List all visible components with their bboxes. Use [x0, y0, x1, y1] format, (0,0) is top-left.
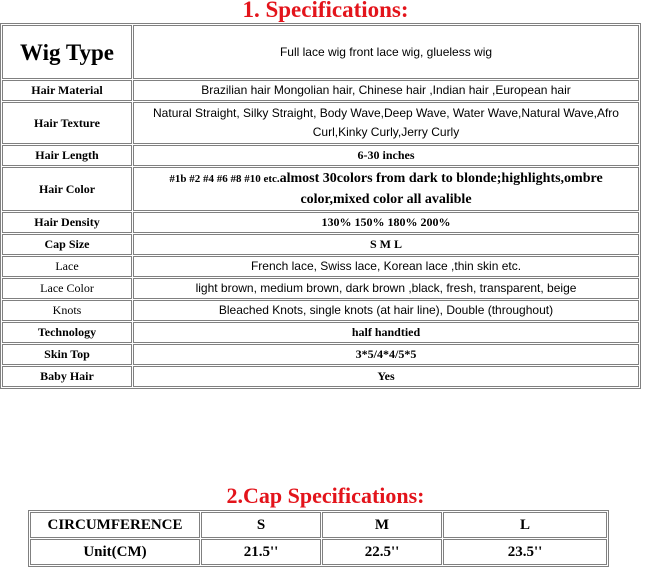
row-value: Yes — [133, 366, 639, 387]
row-label: Hair Density — [2, 212, 132, 233]
table-cell: 21.5'' — [201, 539, 321, 565]
row-value: light brown, medium brown, dark brown ,black, fresh, transparent, beige — [133, 278, 639, 299]
table-row — [2, 344, 639, 365]
row-value: 6-30 inches — [133, 145, 639, 166]
row-label: Hair Length — [2, 145, 132, 166]
table-row — [2, 212, 639, 233]
color-description: almost 30colors from dark to blonde;highlights,ombre color,mixed color all avalible — [279, 171, 603, 207]
table-row — [2, 102, 639, 144]
header-cell: L — [443, 512, 607, 538]
table-row — [2, 80, 639, 101]
row-label: Hair Material — [2, 80, 132, 101]
table-cell: 22.5'' — [322, 539, 442, 565]
table-row — [2, 234, 639, 255]
table-row — [30, 539, 607, 565]
table-row — [2, 25, 639, 79]
row-label: Lace — [2, 256, 132, 277]
table-row — [2, 145, 639, 166]
row-label: Skin Top — [2, 344, 132, 365]
table-cell: Unit(CM) — [30, 539, 200, 565]
row-label: Cap Size — [2, 234, 132, 255]
row-value: Bleached Knots, single knots (at hair line), Double (throughout) — [133, 300, 639, 321]
row-value: S M L — [133, 234, 639, 255]
row-value: French lace, Swiss lace, Korean lace ,thin skin etc. — [133, 256, 639, 277]
table-row — [2, 278, 639, 299]
row-label: Wig Type — [2, 25, 132, 79]
row-label: Baby Hair — [2, 366, 132, 387]
table-row — [2, 300, 639, 321]
color-codes: #1b #2 #4 #6 #8 #10 etc. — [169, 173, 280, 185]
table-row — [30, 512, 607, 538]
header-cell: M — [322, 512, 442, 538]
header-cell: CIRCUMFERENCE — [30, 512, 200, 538]
specifications-table — [0, 23, 641, 389]
row-value: 130% 150% 180% 200% — [133, 212, 639, 233]
table-row — [2, 366, 639, 387]
row-value — [133, 167, 639, 211]
row-label: Hair Color — [2, 167, 132, 211]
row-value: 3*5/4*4/5*5 — [133, 344, 639, 365]
cap-specifications-heading: 2.Cap Specifications: — [226, 483, 425, 508]
row-value: Brazilian hair Mongolian hair, Chinese hair ,Indian hair ,European hair — [133, 80, 639, 101]
row-value: Natural Straight, Silky Straight, Body Wave,Deep Wave, Water Wave,Natural Wave,Afro Curl,Kinky Curly,Jerry Curly — [133, 102, 639, 144]
row-label: Technology — [2, 322, 132, 343]
header-cell: S — [201, 512, 321, 538]
table-row — [2, 256, 639, 277]
row-label: Lace Color — [2, 278, 132, 299]
row-label: Knots — [2, 300, 132, 321]
row-value: half handtied — [133, 322, 639, 343]
cap-specifications-table — [28, 510, 609, 567]
table-row — [2, 322, 639, 343]
row-value: Full lace wig front lace wig, glueless wig — [133, 25, 639, 79]
table-row — [2, 167, 639, 211]
table-cell: 23.5'' — [443, 539, 607, 565]
specifications-heading: 1. Specifications: — [242, 0, 409, 22]
row-label: Hair Texture — [2, 102, 132, 144]
